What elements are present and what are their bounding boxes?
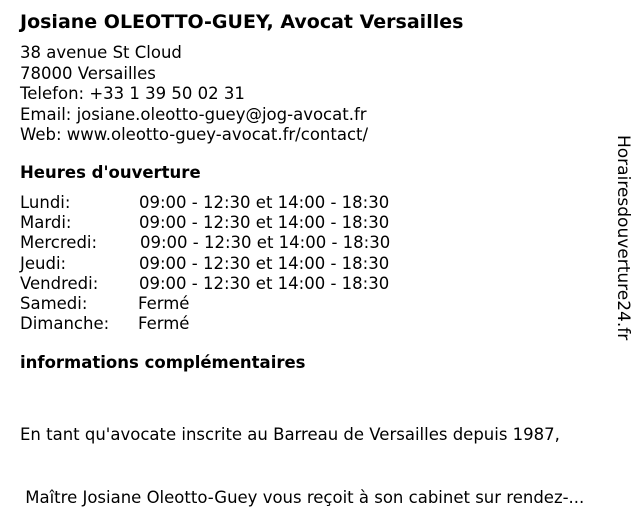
info-line-2: Maître Josiane Oleotto-Guey vous reçoit à son cabinet sur rendez-...: [20, 488, 585, 507]
info-line-1: En tant qu'avocate inscrite au Barreau de Versailles depuis 1987,: [20, 425, 560, 444]
address-city: 78000 Versailles: [20, 63, 156, 83]
additional-info-text: [20, 382, 584, 529]
day-label: Jeudi:: [20, 253, 67, 273]
day-label: Vendredi:: [20, 273, 99, 293]
day-label: Dimanche:: [20, 314, 110, 334]
hours-value: 09:00 - 12:30 et 14:00 - 18:30: [139, 273, 390, 293]
hours-value: Fermé: [138, 293, 190, 313]
hours-value: Fermé: [138, 314, 190, 334]
address-street: 38 avenue St Cloud: [20, 43, 182, 62]
email-address: Email: josiane.oleotto-guey@jog-avocat.fr: [20, 104, 367, 124]
hours-value: 09:00 - 12:30 et 14:00 - 18:30: [139, 213, 390, 233]
hours-value: 09:00 - 12:30 et 14:00 - 18:30: [140, 233, 391, 253]
day-label: Mardi:: [20, 213, 72, 233]
phone-number: Telefon: +33 1 39 50 02 31: [20, 84, 245, 103]
site-brand-logo: [610, 135, 636, 345]
contact-block: [20, 43, 368, 146]
opening-hours-heading: Heures d'ouverture: [20, 163, 201, 182]
day-label: Samedi:: [20, 293, 88, 313]
website-url: Web: www.oleotto-guey-avocat.fr/contact/: [20, 125, 369, 144]
additional-info-heading: informations complémentaires: [20, 353, 306, 372]
business-title: Josiane OLEOTTO-GUEY, Avocat Versailles: [20, 11, 464, 33]
hours-value: 09:00 - 12:30 et 14:00 - 18:30: [139, 193, 390, 212]
day-label: Lundi:: [20, 193, 71, 212]
day-label: Mercredi:: [20, 233, 98, 253]
hours-value: 09:00 - 12:30 et 14:00 - 18:30: [139, 253, 390, 273]
site-brand-text: Horairesdouverture24.fr: [613, 135, 633, 341]
